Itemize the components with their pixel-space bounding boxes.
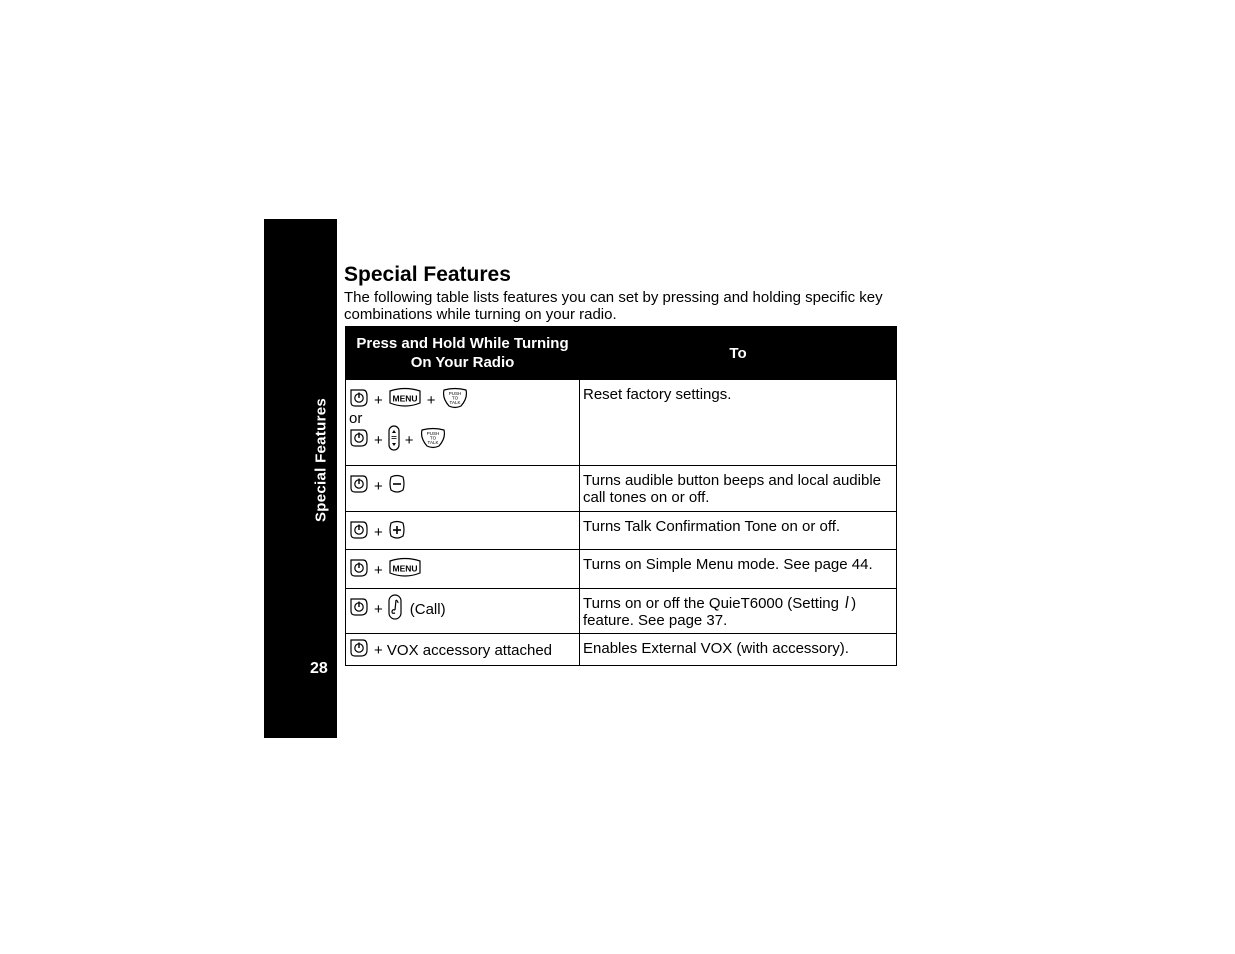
- action-cell: Turns Talk Confirmation Tone on or off.: [580, 512, 897, 550]
- action-cell: Enables External VOX (with accessory).: [580, 634, 897, 666]
- plus-sign: +: [374, 431, 383, 449]
- header-press-and-hold: Press and Hold While Turning On Your Radio: [346, 327, 580, 380]
- features-table: [345, 326, 897, 666]
- plus-sign: +: [374, 523, 383, 541]
- key-combo-cell: [346, 466, 580, 512]
- intro-paragraph: The following table lists features you can set by pressing and holding specific key combinations while turning on your radio.: [344, 289, 883, 323]
- plus-sign: +: [374, 391, 383, 409]
- ptt-text-3: TALK: [449, 400, 460, 405]
- table-row: [346, 466, 897, 512]
- action-text-pre: Turns on or off the QuieT6000 (Setting: [583, 595, 839, 612]
- or-text: or: [349, 410, 363, 427]
- menu-key-icon: [388, 387, 422, 409]
- key-combo-cell: [346, 512, 580, 550]
- power-key-icon: [349, 597, 369, 617]
- power-key-icon: [349, 638, 369, 658]
- action-cell: [580, 589, 897, 634]
- power-key-icon: [349, 428, 369, 448]
- power-key-icon: [349, 388, 369, 408]
- action-cell: Reset factory settings.: [580, 380, 897, 466]
- plus-sign: +: [374, 477, 383, 495]
- menu-key-text: MENU: [392, 393, 418, 404]
- table-row: [346, 589, 897, 634]
- header-to: To: [580, 327, 897, 380]
- action-cell: Turns audible button beeps and local audible call tones on or off.: [580, 466, 897, 512]
- ptt-text-2: TO: [429, 435, 436, 441]
- key-combo-cell: [346, 589, 580, 634]
- plus-sign: +: [404, 431, 414, 449]
- ptt-text-1: PUSH: [448, 391, 461, 396]
- ptt-text-2: TO: [451, 395, 458, 401]
- push-to-talk-key-icon: [419, 427, 447, 449]
- ptt-text-1: PUSH: [426, 431, 439, 436]
- setting-icon: [843, 595, 851, 611]
- action-cell: Turns on Simple Menu mode. See page 44.: [580, 550, 897, 589]
- side-section-label: Special Features: [312, 397, 330, 523]
- push-to-talk-key-icon: [441, 387, 469, 409]
- minus-key-icon: [388, 474, 406, 494]
- table-row: [346, 634, 897, 666]
- table-row: [346, 512, 897, 550]
- scroll-key-icon: [388, 425, 400, 451]
- menu-key-icon: [388, 557, 422, 579]
- page-title: Special Features: [344, 263, 511, 286]
- call-key-label: (Call): [409, 600, 446, 618]
- power-key-icon: [349, 558, 369, 578]
- key-combo-cell: [346, 634, 580, 666]
- key-combo-cell: [346, 550, 580, 589]
- table-row: [346, 550, 897, 589]
- plus-key-icon: [388, 520, 406, 540]
- call-key-icon: [388, 594, 402, 620]
- vox-label: + VOX accessory attached: [374, 641, 553, 659]
- ptt-text-3: TALK: [427, 440, 438, 445]
- power-key-icon: [349, 520, 369, 540]
- power-key-icon: [349, 474, 369, 494]
- plus-sign: +: [374, 600, 383, 618]
- menu-key-text: MENU: [392, 563, 418, 574]
- plus-sign: +: [426, 391, 436, 409]
- page-number: 28: [310, 660, 328, 677]
- table-row: [346, 380, 897, 466]
- action-text-post: ) feature. See page 37.: [583, 595, 857, 629]
- key-combo-cell: [346, 380, 580, 466]
- plus-sign: +: [374, 561, 383, 579]
- table-header-row: [346, 327, 897, 380]
